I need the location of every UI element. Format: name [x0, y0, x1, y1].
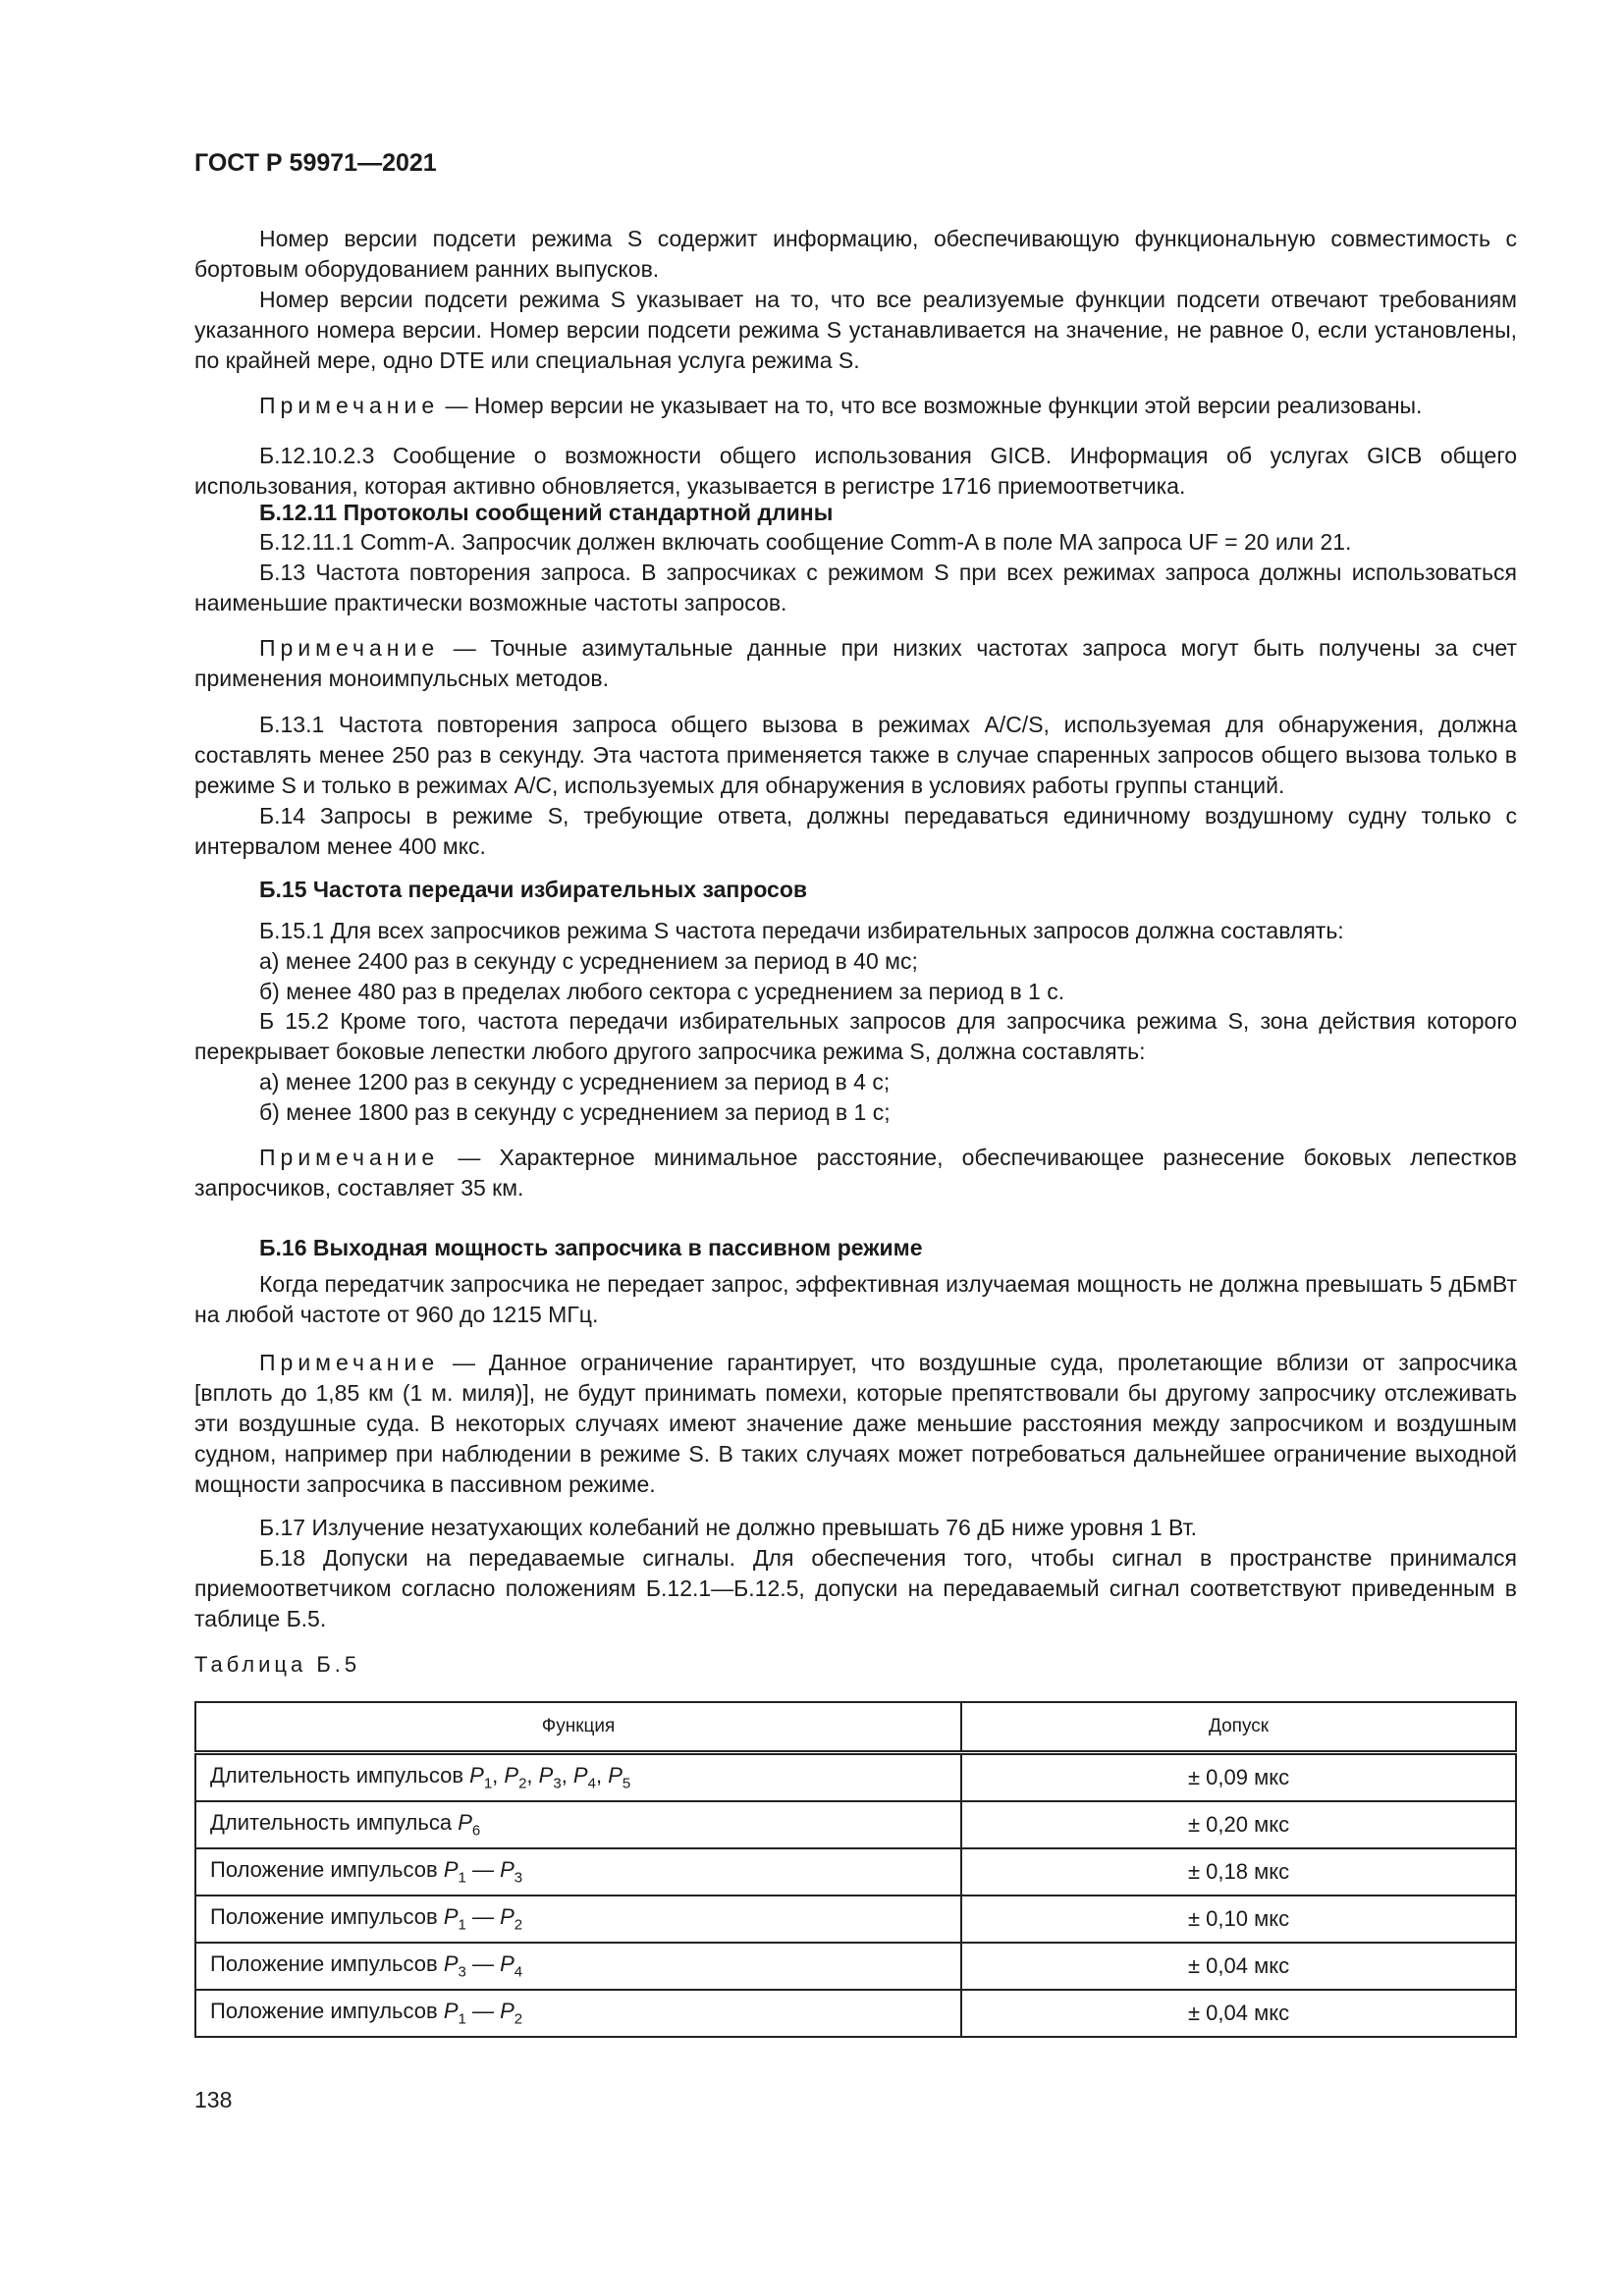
- pulse-index: 1: [483, 1775, 493, 1792]
- function-cell: Положение импульсов $P_3$ — $P_4$: [195, 1943, 961, 1990]
- pulse-symbol: P: [443, 1904, 459, 1930]
- table-row: [195, 1896, 1516, 1943]
- pulse-index: 3: [553, 1775, 562, 1792]
- function-text: Длительность импульса: [210, 1810, 459, 1836]
- pulse-symbol: P: [443, 1999, 459, 2024]
- pulse-symbol: P: [500, 1999, 514, 2024]
- table-header-row: [195, 1702, 1516, 1753]
- pulse-index: 3: [458, 1963, 466, 1981]
- pulse-index: 3: [514, 1869, 523, 1887]
- column-header: Допуск: [961, 1702, 1516, 1753]
- note-text: — Номер версии не указывает на то, что все возможные функции этой версии реализованы.: [445, 393, 1423, 418]
- paragraph: Б.12.10.2.3 Сообщение о возможности общего использования GICB. Информация об услугах GICB общего использования, которая активно обновляется, указывается в регистре 1716 приемоответчика.: [194, 443, 1517, 499]
- pulse-index: 2: [514, 2010, 523, 2028]
- function-cell: [195, 1801, 961, 1848]
- pulse-index: 4: [587, 1775, 596, 1792]
- pulse-symbol: P: [443, 1857, 459, 1883]
- function-text: Положение импульсов: [210, 1999, 444, 2024]
- note: [194, 1348, 1517, 1500]
- paragraph: Б.15.1 Для всех запросчиков режима S частота передачи избирательных запросов должна составлять:: [259, 918, 1344, 943]
- document-header: ГОСТ Р 59971—2021: [194, 149, 437, 177]
- list-item: а) менее 1200 раз в секунду с усреднением за период в 4 с;: [259, 1069, 891, 1095]
- paragraph: Номер версии подсети режима S указывает на то, что все реализуемые функции подсети отвечают требованиям указанного номера версии. Номер версии подсети режима S устанавливается на значение, не равное 0, если установлены, по крайней мере, одно DTE или специальная услуга режима S.: [194, 287, 1517, 373]
- list-item: б) менее 1800 раз в секунду с усреднением за период в 1 с;: [259, 1099, 891, 1125]
- pulse-symbol: P: [572, 1763, 588, 1789]
- pulse-index: 1: [458, 2010, 466, 2028]
- table-row: [195, 1753, 1516, 1802]
- pulse-symbol: P: [608, 1763, 623, 1789]
- paragraph: Б.13 Частота повторения запроса. В запросчиках с режимом S при всех режимах запроса должны использоваться наименьшие практически возможные частоты запросов.: [194, 560, 1517, 615]
- function-text: Положение импульсов: [210, 1904, 444, 1930]
- function-cell: Длительность импульсов $P_1$, $P_2$, $P_3$, $P_4$, $P_5$: [195, 1753, 961, 1802]
- table-row: [195, 1848, 1516, 1896]
- paragraph: Б.13.1 Частота повторения запроса общего вызова в режимах A/C/S, используемая для обнаружения, должна составлять менее 250 раз в секунду. Эта частота применяется также в случае спаренных запросов общего вызова только в режиме S и только в режимах A/C, используемых для обнаружения в условиях работы группы станций.: [194, 712, 1517, 798]
- list-item: б) менее 480 раз в пределах любого сектора с усреднением за период в 1 с.: [259, 979, 1065, 1004]
- list-item: а) менее 2400 раз в секунду с усреднением за период в 40 мс;: [259, 948, 918, 974]
- pulse-symbol: P: [504, 1763, 519, 1789]
- section-heading: Б.15 Частота передачи избирательных запросов: [259, 877, 808, 902]
- pulse-symbol: P: [500, 1857, 514, 1883]
- paragraph: Б.14 Запросы в режиме S, требующие ответа, должны передаваться единичному воздушному судну только с интервалом менее 400 мкс.: [194, 803, 1517, 859]
- tolerance-cell: ± 0,20 мкс: [961, 1801, 1516, 1848]
- tolerance-cell: ± 0,10 мкс: [961, 1896, 1516, 1943]
- function-cell: Положение импульсов $P_1$ — $P_2$: [195, 1896, 961, 1943]
- section-heading: Б.16 Выходная мощность запросчика в пассивном режиме: [259, 1235, 923, 1260]
- function-text: Положение импульсов: [210, 1857, 444, 1883]
- paragraph: Б.18 Допуски на передаваемые сигналы. Для обеспечения того, чтобы сигнал в пространстве принимался приемоответчиком согласно положениям Б.12.1—Б.12.5, допуски на передаваемый сигнал соответствуют приведенным в таблице Б.5.: [194, 1545, 1517, 1631]
- tolerance-cell: ± 0,04 мкс: [961, 1990, 1516, 2037]
- pulse-symbol: P: [500, 1904, 514, 1930]
- note-text: — Данное ограничение гарантирует, что воздушные суда, пролетающие вблизи от запросчика [вплоть до 1,85 км (1 м. миля)], не будут принимать помехи, которые препятствовали бы другому запросчику отслеживать эти воздушные суда. В некоторых случаях имеют значение даже меньшие расстояния между запросчиком и воздушным судном, например при наблюдении в режиме S. В таких случаях может потребоваться дальнейшее ограничение выходной мощности запросчика в пассивном режиме.: [194, 1350, 1518, 1497]
- function-cell: Положение импульсов $P_1$ — $P_2$: [195, 1990, 961, 2037]
- pulse-symbol: P: [500, 1951, 514, 1977]
- pulse-symbol: P: [538, 1763, 554, 1789]
- function-text: Длительность импульсов: [210, 1763, 470, 1789]
- section-heading: Б.12.11 Протоколы сообщений стандартной длины: [259, 500, 834, 525]
- paragraph: Номер версии подсети режима S содержит информацию, обеспечивающую функциональную совместимость с бортовым оборудованием ранних выпусков.: [194, 226, 1517, 282]
- paragraph: Б.12.11.1 Comm-A. Запросчик должен включать сообщение Comm-A в поле MA запроса UF = 20 или 21.: [259, 529, 1352, 555]
- column-header: Функция: [195, 1702, 961, 1753]
- table-caption: Таблица Б.5: [194, 1652, 361, 1677]
- function-cell: Положение импульсов $P_1$ — $P_3$: [195, 1848, 961, 1896]
- paragraph: Б.17 Излучение незатухающих колебаний не должно превышать 76 дБ ниже уровня 1 Вт.: [259, 1515, 1197, 1540]
- table-row: [195, 1990, 1516, 2037]
- tolerance-cell: ± 0,18 мкс: [961, 1848, 1516, 1896]
- pulse-symbol: P: [469, 1763, 484, 1789]
- paragraph: Б 15.2 Кроме того, частота передачи избирательных запросов для запросчика режима S, зона действия которого перекрывает боковые лепестки любого другого запросчика режима S, должна составлять:: [194, 1008, 1517, 1064]
- note-label: Примечание: [259, 635, 440, 661]
- paragraph: Когда передатчик запросчика не передает запрос, эффективная излучаемая мощность не должна превышать 5 дБмВт на любой частоте от 960 до 1215 МГц.: [194, 1271, 1517, 1327]
- table-row: [195, 1801, 1516, 1848]
- note: [194, 633, 1517, 694]
- pulse-symbol: P: [458, 1810, 472, 1836]
- pulse-index: 2: [514, 1916, 523, 1934]
- note-label: Примечание: [259, 1145, 440, 1170]
- note-text: — Характерное минимальное расстояние, обеспечивающее разнесение боковых лепестков запросчиков, составляет 35 км.: [194, 1145, 1517, 1201]
- function-text: Положение импульсов: [210, 1951, 444, 1977]
- pulse-index: 5: [622, 1775, 631, 1792]
- pulse-index: 1: [458, 1869, 466, 1887]
- pulse-index: 1: [458, 1916, 466, 1934]
- pulse-index: 6: [471, 1822, 481, 1840]
- table-row: [195, 1943, 1516, 1990]
- pulse-index: 2: [518, 1775, 527, 1792]
- note: [194, 391, 1517, 421]
- note-text: — Точные азимутальные данные при низких частотах запроса могут быть получены за счет применения моноимпульсных методов.: [194, 635, 1517, 691]
- tolerance-cell: ± 0,04 мкс: [961, 1943, 1516, 1990]
- note: [194, 1143, 1517, 1203]
- tolerance-table: [194, 1701, 1517, 2038]
- tolerance-cell: ± 0,09 мкс: [961, 1753, 1516, 1802]
- pulse-index: 4: [514, 1963, 523, 1981]
- page-number: 138: [194, 2087, 233, 2112]
- note-label: Примечание: [259, 1350, 440, 1375]
- note-label: Примечание: [259, 393, 440, 418]
- pulse-symbol: P: [443, 1951, 459, 1977]
